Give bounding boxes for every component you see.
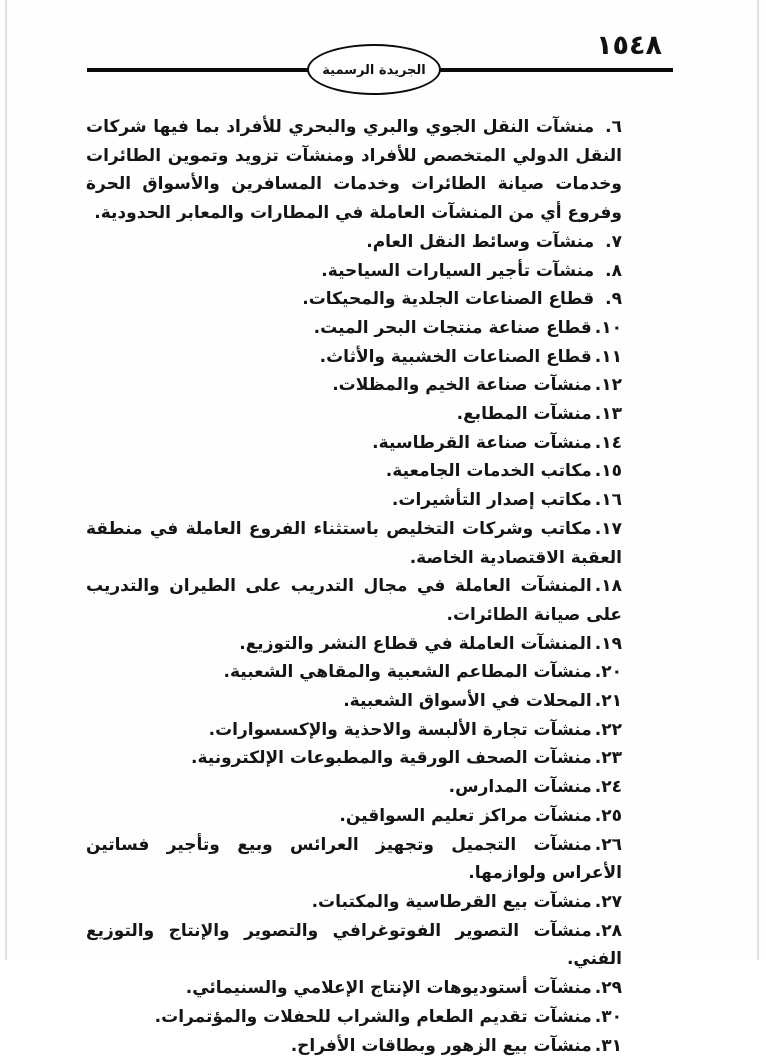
item-text: منشآت المدارس. — [449, 777, 592, 797]
item-text: المنشآت العاملة في مجال التدريب على الطيران والتدريب على صيانة الطائرات. — [86, 576, 622, 625]
item-text: منشآت صناعة القرطاسية. — [372, 433, 592, 453]
item-text: منشآت تقديم الطعام والشراب للحفلات والمؤتمرات. — [155, 1007, 592, 1027]
item-number: ٢٨. — [595, 921, 622, 941]
list-item — [86, 744, 622, 773]
item-text: المحلات في الأسواق الشعبية. — [343, 691, 592, 711]
item-number: ١٦. — [595, 490, 622, 510]
item-number: ١٩. — [595, 634, 622, 654]
item-number: ٣١. — [595, 1036, 622, 1056]
item-text: منشآت النقل الجوي والبري والبحري للأفراد بما فيها شركات النقل الدولي المتخصص للأفراد ومنشآت تزويد وتموين الطائرات وخدمات صيانة الطائرات وخدمات المسافرين والأسواق الحرة وفروع أي من المنشآت العاملة في المطارات والمعابر الحدودية. — [86, 117, 622, 223]
list-item — [86, 716, 622, 745]
item-text: قطاع صناعة منتجات البحر الميت. — [314, 318, 592, 338]
item-text: منشآت تجارة الألبسة والاحذية والإكسسوارات. — [209, 720, 592, 740]
item-number: ١٧. — [595, 519, 622, 539]
item-text: قطاع الصناعات الخشبية والأثاث. — [320, 347, 592, 367]
list-item — [86, 285, 622, 314]
list-item — [86, 687, 622, 716]
item-number: ٨. — [605, 261, 622, 281]
list-item — [86, 486, 622, 515]
list-item — [86, 1003, 622, 1032]
item-text: المنشآت العاملة في قطاع النشر والتوزيع. — [239, 634, 592, 654]
list-item — [86, 1032, 622, 1060]
item-number: ٢٩. — [595, 978, 622, 998]
scan-edge-left — [5, 0, 7, 960]
item-number: ٢٢. — [595, 720, 622, 740]
item-number: ١١. — [595, 347, 622, 367]
scan-edge-right — [757, 0, 759, 960]
item-number: ٩. — [605, 289, 622, 309]
item-number: ١٥. — [595, 461, 622, 481]
item-text: قطاع الصناعات الجلدية والمحيكات. — [302, 289, 594, 309]
gazette-seal-label: الجريدة الرسمية — [322, 61, 426, 78]
item-text: منشآت المطاعم الشعبية والمقاهي الشعبية. — [224, 662, 592, 682]
list-item — [86, 773, 622, 802]
item-text: منشآت مراكز تعليم السواقين. — [339, 806, 591, 826]
item-text: مكاتب الخدمات الجامعية. — [386, 461, 592, 481]
list-item — [86, 343, 622, 372]
item-number: ١٢. — [595, 375, 622, 395]
item-text: منشآت التجميل وتجهيز العرائس وبيع وتأجير فساتين الأعراس ولوازمها. — [86, 835, 622, 884]
item-number: ١٤. — [595, 433, 622, 453]
list-item — [86, 228, 622, 257]
list-item — [86, 974, 622, 1003]
list-item — [86, 257, 622, 286]
list-item — [86, 888, 622, 917]
item-text: منشآت بيع القرطاسية والمكتبات. — [312, 892, 592, 912]
list-item — [86, 572, 622, 629]
item-text: منشآت الصحف الورقية والمطبوعات الإلكترونية. — [191, 748, 592, 768]
list-item — [86, 457, 622, 486]
item-text: منشآت تأجير السيارات السياحية. — [321, 261, 594, 281]
item-number: ٣٠. — [595, 1007, 622, 1027]
item-number: ١٣. — [595, 404, 622, 424]
list-item — [86, 400, 622, 429]
item-number: ٢٤. — [595, 777, 622, 797]
list-item — [86, 515, 622, 572]
list-item — [86, 113, 622, 228]
list-item — [86, 658, 622, 687]
list-item — [86, 917, 622, 974]
item-number: ٦. — [605, 117, 622, 137]
item-text: منشآت المطابع. — [457, 404, 592, 424]
item-number: ٢١. — [595, 691, 622, 711]
item-text: مكاتب إصدار التأشيرات. — [392, 490, 592, 510]
item-text: منشآت صناعة الخيم والمظلات. — [332, 375, 592, 395]
item-number: ٢٧. — [595, 892, 622, 912]
item-number: ١٨. — [595, 576, 622, 596]
list-item — [86, 831, 622, 888]
provisions-list — [86, 113, 622, 1060]
item-text: منشآت بيع الزهور وبطاقات الأفراح. — [291, 1036, 592, 1056]
list-item — [86, 802, 622, 831]
item-number: ٢٥. — [595, 806, 622, 826]
list-item — [86, 429, 622, 458]
item-text: منشآت أستوديوهات الإنتاج الإعلامي والسنيمائي. — [186, 978, 592, 998]
list-item — [86, 630, 622, 659]
item-number: ٢٣. — [595, 748, 622, 768]
gazette-seal — [307, 44, 441, 95]
item-text: مكاتب وشركات التخليص باستثناء الفروع العاملة في منطقة العقبة الاقتصادية الخاصة. — [86, 519, 622, 568]
list-item — [86, 314, 622, 343]
item-text: منشآت وسائط النقل العام. — [366, 232, 594, 252]
item-number: ٢٦. — [595, 835, 622, 855]
page-number: ١٥٤٨ — [596, 30, 662, 61]
list-item — [86, 371, 622, 400]
item-number: ١٠. — [595, 318, 622, 338]
item-number: ٢٠. — [595, 662, 622, 682]
item-number: ٧. — [605, 232, 622, 252]
item-text: منشآت التصوير الفوتوغرافي والتصوير والإنتاج والتوزيع الفني. — [86, 921, 622, 970]
